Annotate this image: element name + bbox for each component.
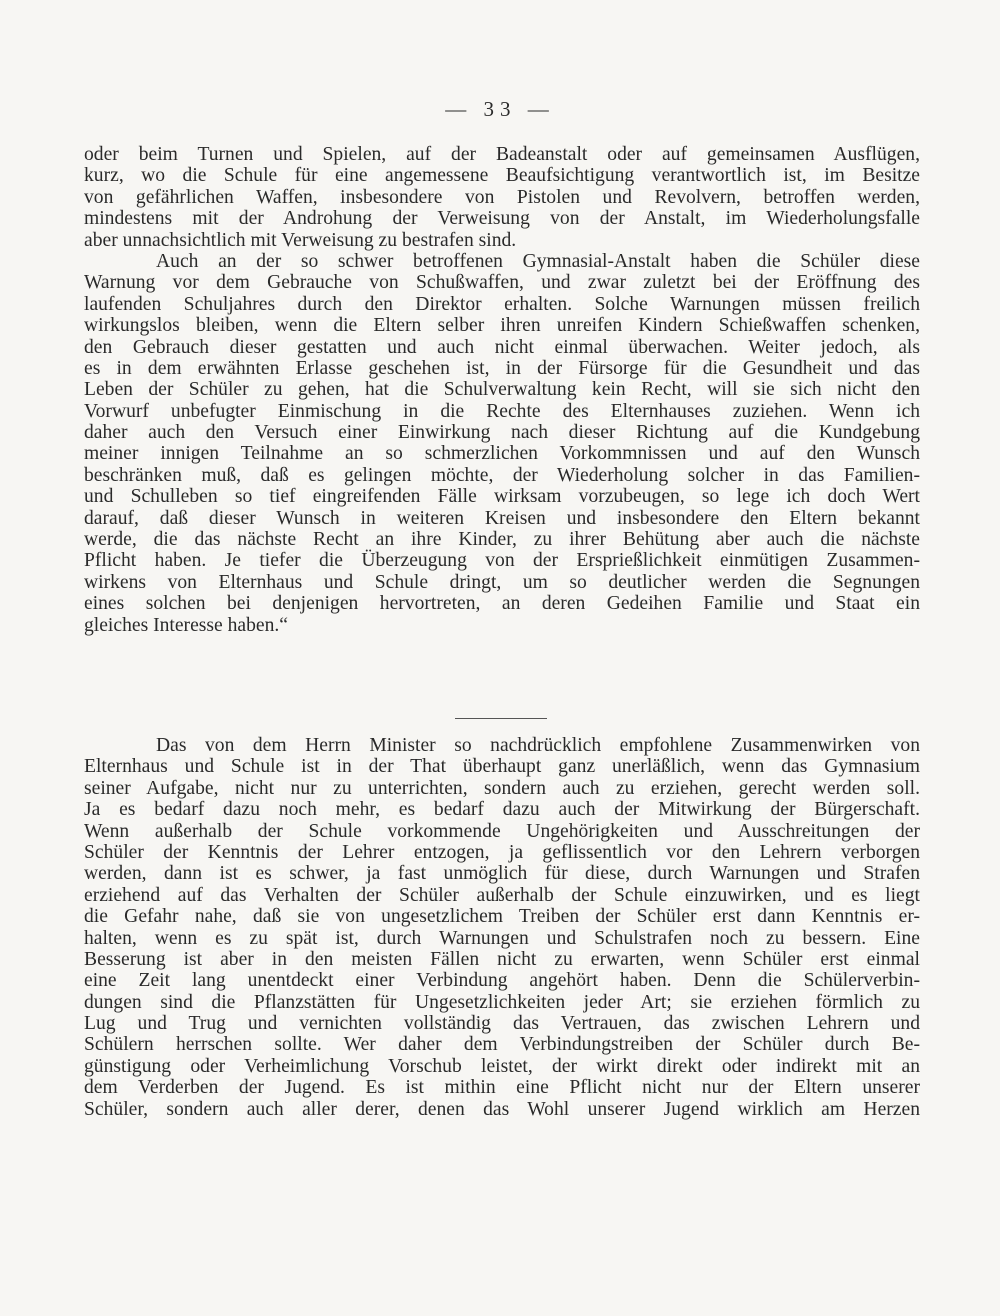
text-line: eines solchen bei denjenigen hervortreten, an deren Gedeihen Familie und Staat ein bbox=[84, 593, 920, 615]
text-line: meiner innigen Teilnahme an so schmerzlichen Vorkommnissen und auf den Wunsch bbox=[84, 443, 920, 465]
text-line: Schüler, sondern auch aller derer, denen das Wohl unserer Jugend wirklich am Herzen bbox=[84, 1098, 920, 1120]
text-line: aber unnachsichtlich mit Verweisung zu bestrafen sind. bbox=[84, 229, 517, 251]
text-line: günstigung oder Verheimlichung Vorschub leistet, der wirkt direkt oder indirekt mit an bbox=[84, 1055, 920, 1077]
text-line: Schüler der Kenntnis der Lehrer entzogen, ja geflissentlich vor den Lehrern verborgen bbox=[84, 841, 920, 863]
paragraph-block-main bbox=[84, 735, 920, 1120]
text-line: Elternhaus und Schule ist in der That überhaupt ganz unerläßlich, wenn das Gymnasium bbox=[84, 756, 920, 778]
text-line: die Gefahr nahe, daß sie von ungesetzlichem Treiben der Schüler erst dann Kenntnis er- bbox=[84, 906, 920, 928]
text-line: laufenden Schuljahres durch den Direktor erhalten. Solche Warnungen müssen freilich bbox=[84, 293, 920, 315]
text-line: den Gebrauch dieser gestatten und auch nicht einmal überwachen. Weiter jedoch, als bbox=[84, 336, 920, 358]
page-number: — 33 — bbox=[445, 97, 555, 121]
text-line: Ja es bedarf dazu noch mehr, es bedarf dazu auch der Mitwirkung der Bürgerschaft. bbox=[84, 799, 920, 821]
text-line: daher auch den Versuch einer Einwirkung nach dieser Richtung auf die Kundgebung bbox=[84, 422, 920, 444]
text-line: halten, wenn es zu spät ist, durch Warnungen und Schulstrafen noch zu bessern. Eine bbox=[84, 927, 920, 949]
text-line: werde, die das nächste Recht an ihre Kinder, zu ihrer Behütung aber auch die nächste bbox=[84, 529, 920, 551]
text-line: wirkungslos bleiben, wenn die Eltern selber ihren unreifen Kindern Schießwaffen schenken, bbox=[84, 315, 920, 337]
text-line: Schülern herrschen sollte. Wer daher dem Verbindungstreiben der Schüler durch Be- bbox=[84, 1034, 920, 1056]
text-line: von gefährlichen Waffen, insbesondere von Pistolen und Revolvern, betroffen werden, bbox=[84, 186, 920, 208]
text-line: gleiches Interesse haben.“ bbox=[84, 614, 289, 636]
text-line: Vorwurf unbefugter Einmischung in die Rechte des Elternhauses zuziehen. Wenn ich bbox=[84, 400, 920, 422]
text-line: Wenn außerhalb der Schule vorkommende Ungehörigkeiten und Ausschreitungen der bbox=[84, 820, 920, 842]
text-line: Leben der Schüler zu gehen, hat die Schulverwaltung kein Recht, will sie sich nicht den bbox=[84, 379, 920, 401]
text-line: wirkens von Elternhaus und Schule dringt, um so deutlicher werden die Segnungen bbox=[84, 571, 920, 593]
text-line: erziehend auf das Verhalten der Schüler außerhalb der Schule einzuwirken, und es liegt bbox=[84, 884, 920, 906]
text-line: es in dem erwähnten Erlasse geschehen ist, in der Fürsorge für die Gesundheit und das bbox=[84, 357, 920, 379]
text-line: dungen sind die Pflanzstätten für Ungesetzlichkeiten jeder Art; sie erziehen förmlich zu bbox=[84, 991, 920, 1013]
text-line: beschränken muß, daß es gelingen möchte, der Wiederholung solcher in das Familien- bbox=[84, 464, 920, 486]
text-line: darauf, daß dieser Wunsch in weiteren Kreisen und insbesondere den Eltern bekannt bbox=[84, 507, 920, 529]
text-line: Lug und Trug und vernichten vollständig das Vertrauen, das zwischen Lehrern und bbox=[84, 1013, 920, 1035]
text-line: seiner Aufgabe, nicht nur zu unterrichten, sondern auch zu erziehen, gerecht werden soll. bbox=[84, 777, 920, 799]
paragraph-block-quote bbox=[84, 144, 920, 636]
text-line: und Schulleben so tief eingreifenden Fälle wirksam vorzubeugen, so lege ich doch Wert bbox=[84, 486, 920, 508]
section-separator bbox=[455, 718, 547, 719]
text-line: werden, dann ist es schwer, ja fast unmöglich für diese, durch Warnungen und Strafen bbox=[84, 863, 920, 885]
text-line: Warnung vor dem Gebrauche von Schußwaffen, und zwar zuletzt bei der Eröffnung des bbox=[84, 272, 920, 294]
text-line: Das von dem Herrn Minister so nachdrücklich empfohlene Zusammenwirken von bbox=[156, 735, 920, 756]
text-line: Pflicht haben. Je tiefer die Überzeugung von der Ersprießlichkeit einmütigen Zusammen- bbox=[84, 550, 920, 572]
text-line: kurz, wo die Schule für eine angemessene Beaufsichtigung verantwortlich ist, im Besitze bbox=[84, 165, 920, 187]
text-line: Besserung ist aber in den meisten Fällen nicht zu erwarten, wenn Schüler erst einmal bbox=[84, 948, 920, 970]
text-line: Auch an der so schwer betroffenen Gymnasial-Anstalt haben die Schüler diese bbox=[156, 250, 920, 272]
text-line: mindestens mit der Androhung der Verweisung von der Anstalt, im Wiederholungsfalle bbox=[84, 208, 920, 230]
text-line: oder beim Turnen und Spielen, auf der Badeanstalt oder auf gemeinsamen Ausflügen, bbox=[84, 144, 920, 165]
text-line: dem Verderben der Jugend. Es ist mithin eine Pflicht nicht nur der Eltern unserer bbox=[84, 1077, 920, 1099]
text-line: eine Zeit lang unentdeckt einer Verbindung angehört haben. Denn die Schülerverbin- bbox=[84, 970, 920, 992]
